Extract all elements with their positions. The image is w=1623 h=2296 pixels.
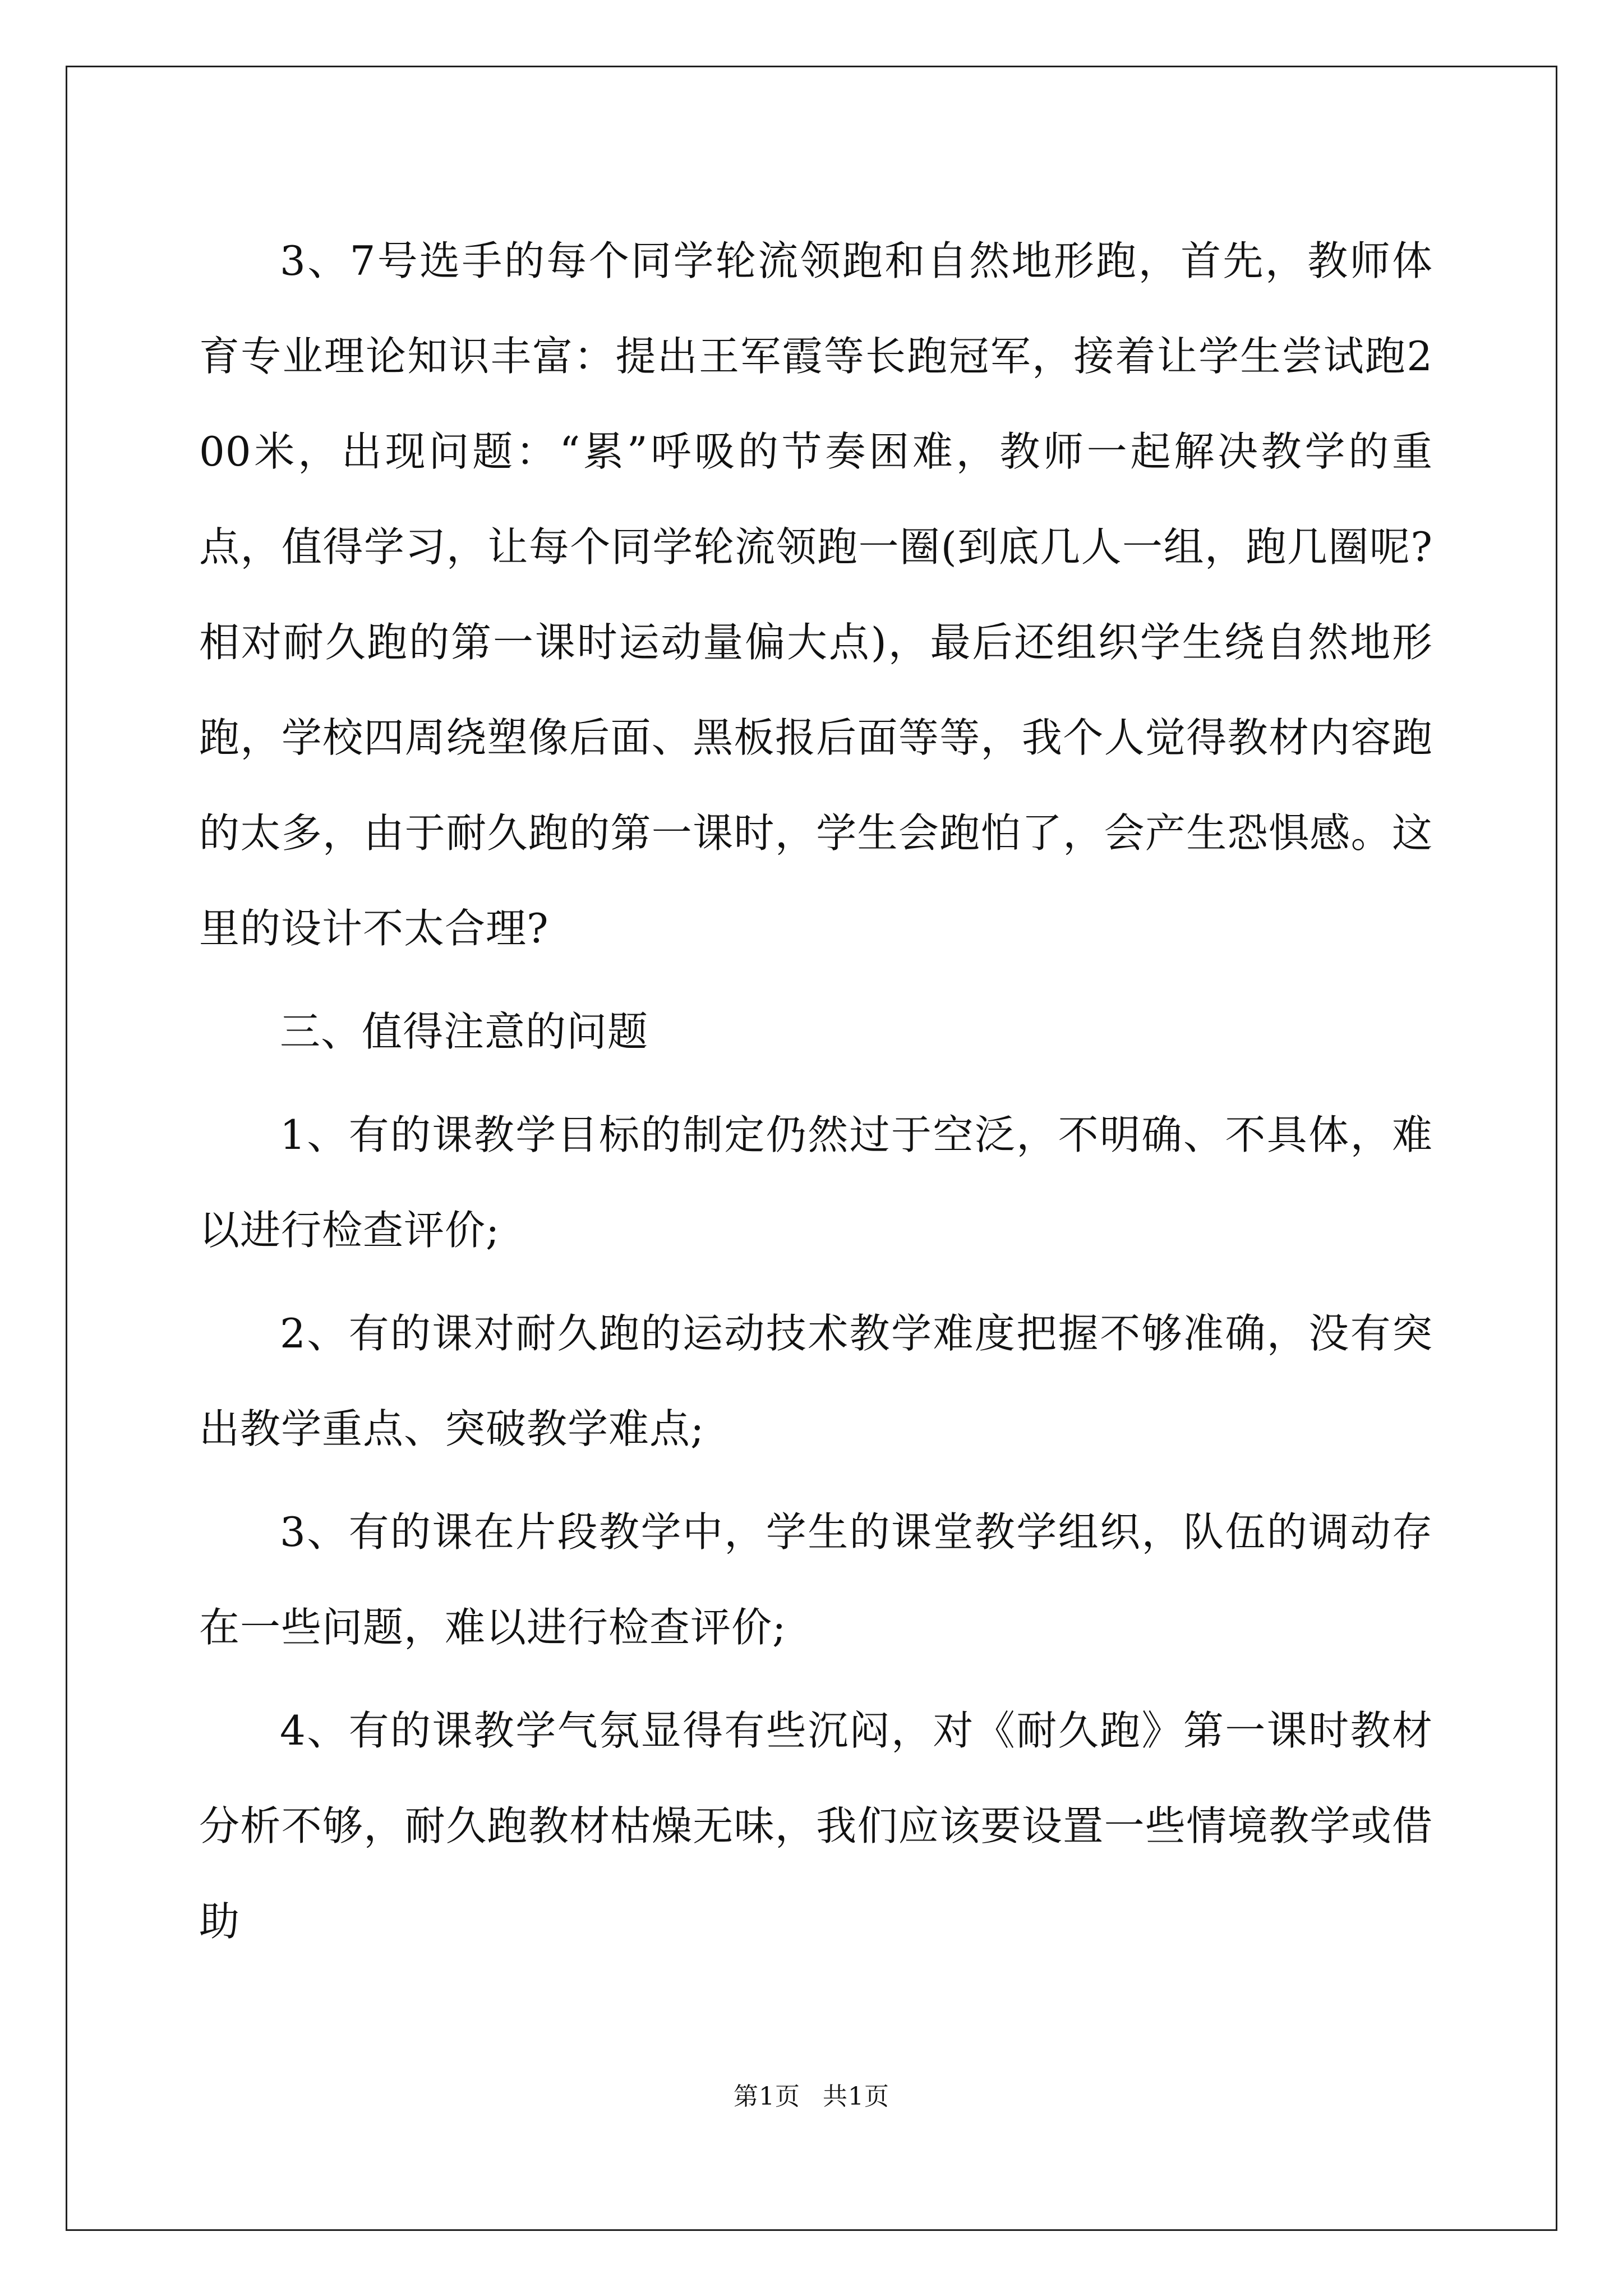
- paragraph-4: 3、有的课在片段教学中，学生的课堂教学组织，队伍的调动存在一些问题，难以进行检查评价;: [199, 1508, 1433, 1651]
- paragraph-2: 1、有的课教学目标的制定仍然过于空泛，不明确、不具体，难以进行检查评价;: [199, 1111, 1433, 1254]
- paragraph-3: 2、有的课对耐久跑的运动技术教学难度把握不够准确，没有突出教学重点、突破教学难点;: [199, 1310, 1433, 1452]
- page-footer: [0, 2080, 1623, 2114]
- section-heading: 三、值得注意的问题: [280, 1008, 649, 1055]
- document-body: [199, 213, 1433, 1977]
- page-number: 第1页: [734, 2082, 800, 2111]
- paragraph-1: 3、7号选手的每个同学轮流领跑和自然地形跑，首先，教师体育专业理论知识丰富：提出王军霞等长跑冠军，接着让学生尝试跑200米，出现问题：“累”呼吸的节奏困难，教师一起解决教学的重点，值得学习，让每个同学轮流领跑一圈(到底几人一组，跑几圈呢?相对耐久跑的第一课时运动量偏大点)，最后还组织学生绕自然地形跑，学校四周绕塑像后面、黑板报后面等等，我个人觉得教材内容跑的太多，由于耐久跑的第一课时，学生会跑怕了，会产生恐惧感。这里的设计不太合理?: [199, 237, 1433, 952]
- page-total: 共1页: [823, 2082, 889, 2111]
- paragraph-5: 4、有的课教学气氛显得有些沉闷，对《耐久跑》第一课时教材分析不够，耐久跑教材枯燥无味，我们应该要设置一些情境教学或借助: [199, 1707, 1433, 1945]
